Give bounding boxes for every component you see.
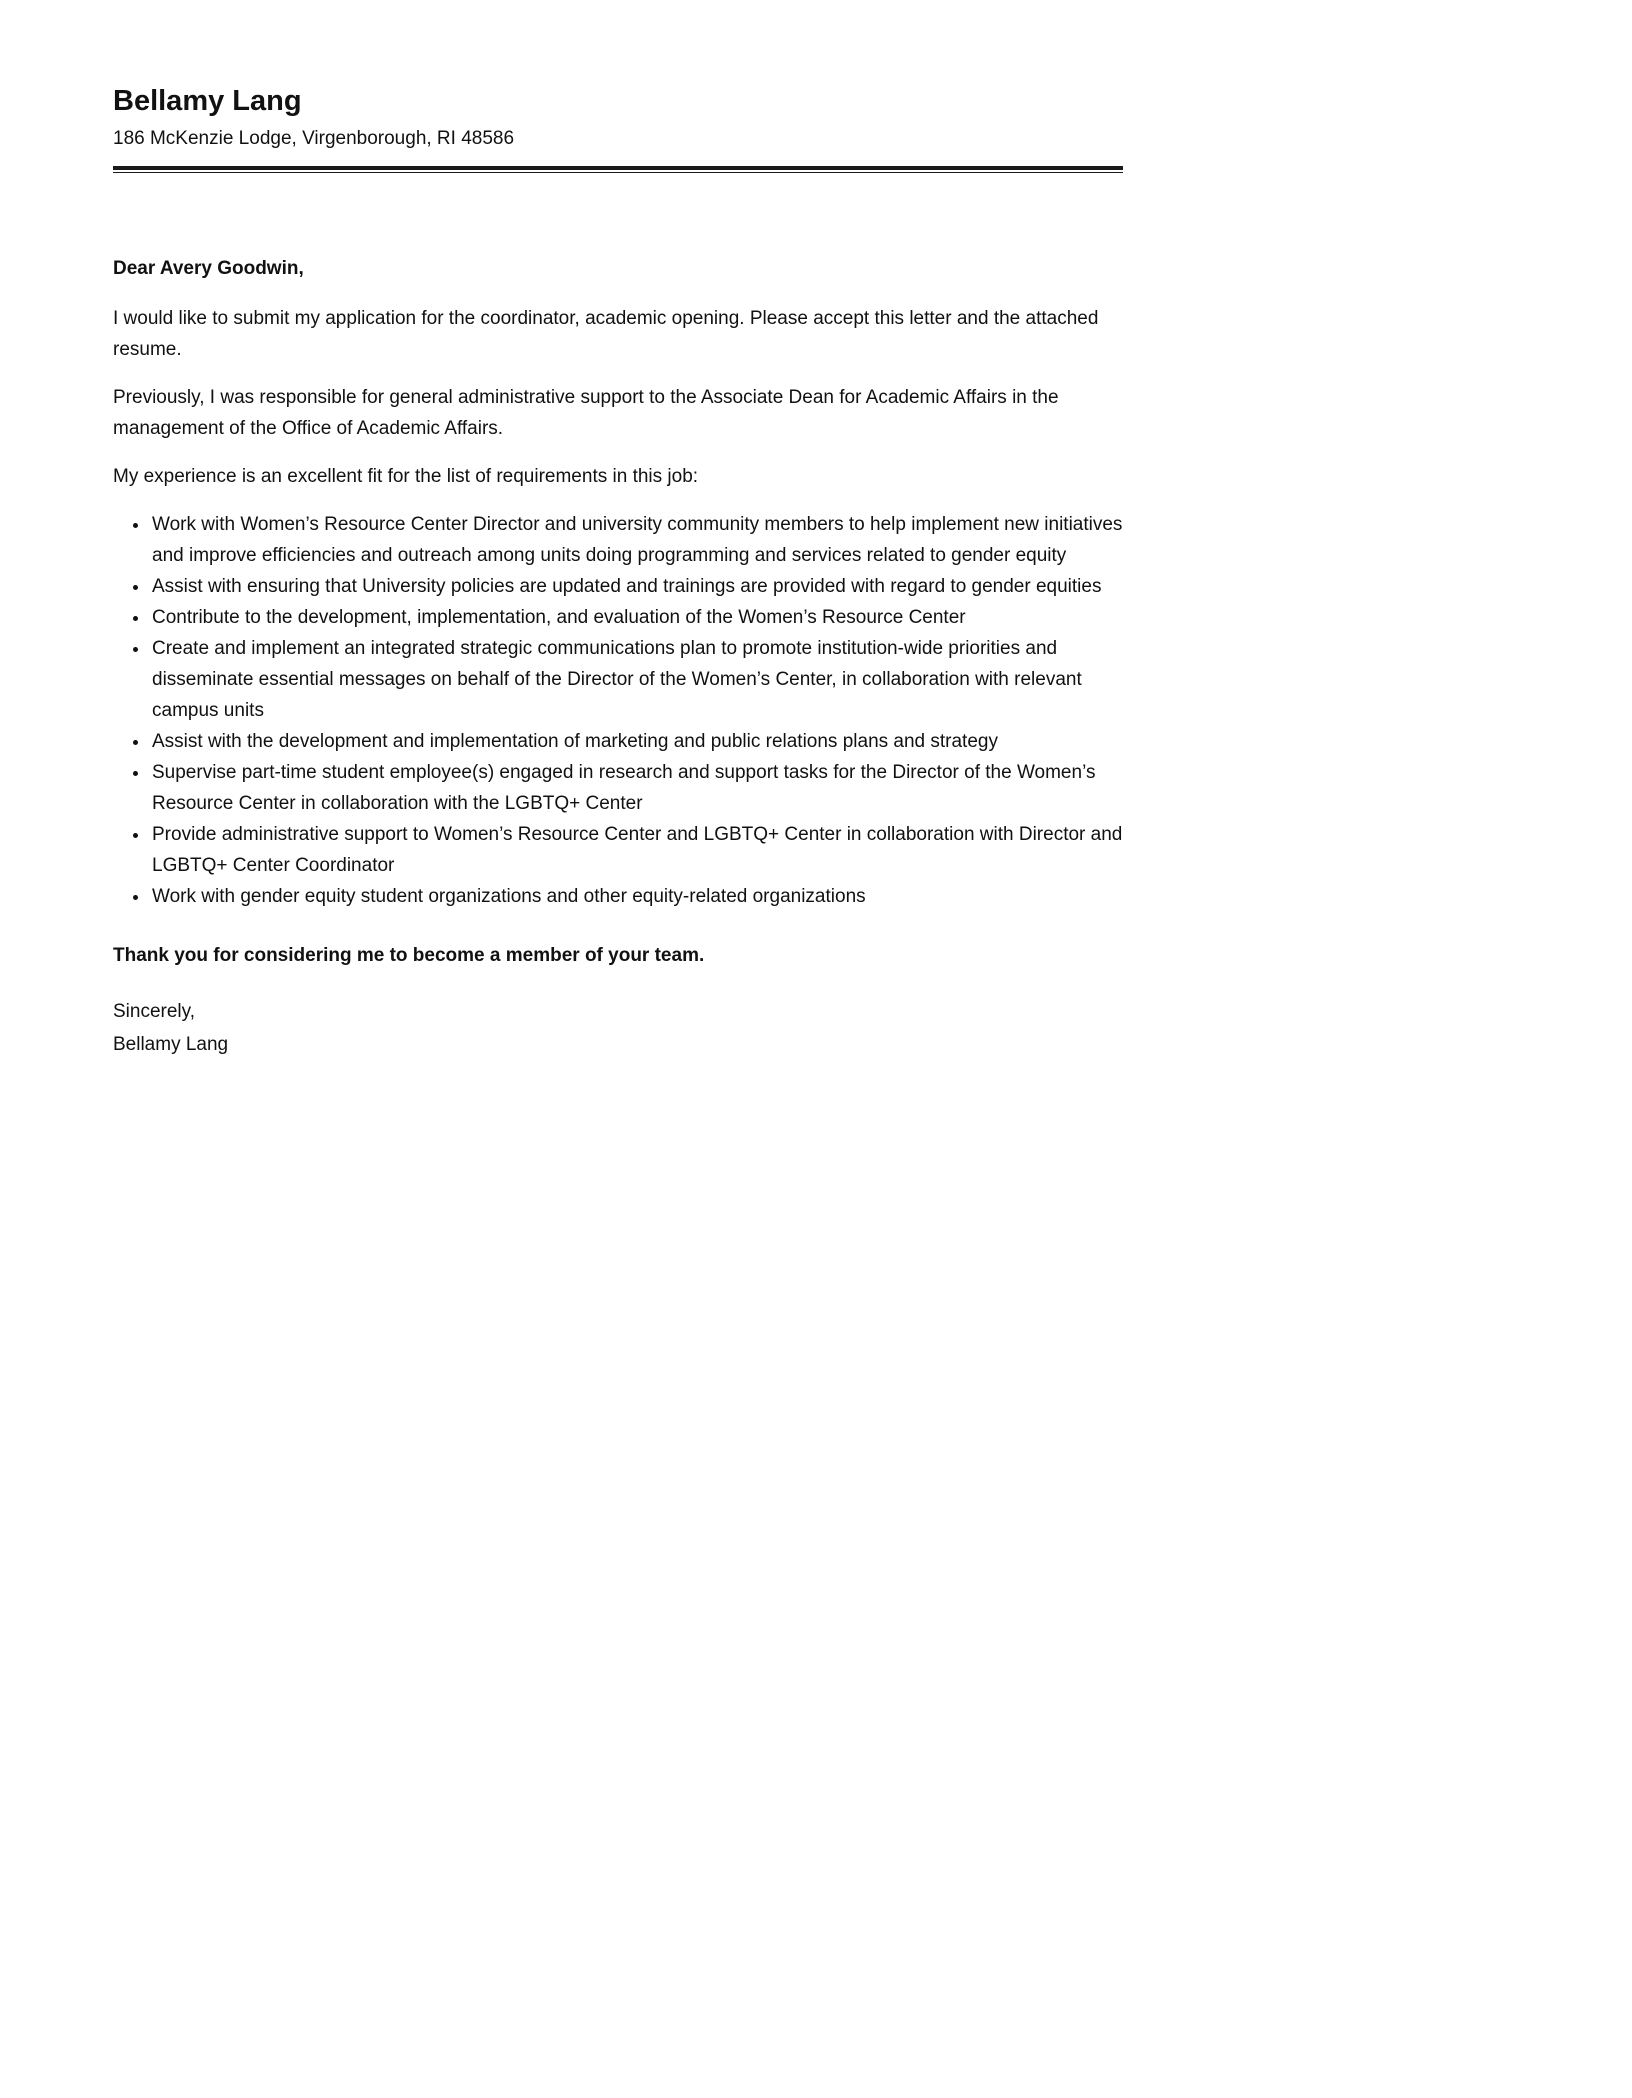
requirement-item: • Supervise part-time student employee(s) engaged in research and support tasks for the Director of the Women’s Resource Center in collaboration with the LGBTQ+ Center (150, 757, 1123, 819)
letter-body (113, 253, 1123, 1061)
requirement-item: • Assist with the development and implementation of marketing and public relations plans and strategy (150, 726, 1123, 757)
letter-content (113, 84, 1123, 1061)
sender-name: Bellamy Lang (113, 85, 302, 117)
signoff-block (113, 995, 1123, 1061)
requirement-item: • Provide administrative support to Women’s Resource Center and LGBTQ+ Center in collaboration with Director and LGBTQ+ Center Coordinator (150, 819, 1123, 881)
fit-paragraph: My experience is an excellent fit for the list of requirements in this job: (113, 466, 699, 487)
requirement-item: • Work with Women’s Resource Center Director and university community members to help implement new initiatives and improve efficiencies and outreach among units doing programming and services related to gender equity (150, 509, 1123, 571)
closing-statement: Thank you for considering me to become a member of your team. (113, 945, 705, 966)
requirements-list (113, 509, 1123, 912)
signature-name: Bellamy Lang (113, 1034, 229, 1055)
letter-header (113, 84, 1123, 173)
requirement-item: • Assist with ensuring that University policies are updated and trainings are provided with regard to gender equities (150, 571, 1123, 602)
signoff: Sincerely, (113, 1001, 196, 1022)
intro-paragraph: I would like to submit my application for the coordinator, academic opening. Please accept this letter and the attached resume. (113, 308, 1099, 360)
sender-address: 186 McKenzie Lodge, Virgenborough, RI 48586 (113, 128, 515, 149)
requirement-item: • Work with gender equity student organizations and other equity-related organizations (150, 881, 1123, 912)
requirement-item: • Create and implement an integrated strategic communications plan to promote institution-wide priorities and disseminate essential messages on behalf of the Director of the Women’s Center, in collaboration with relevant campus units (150, 633, 1123, 726)
salutation: Dear Avery Goodwin, (113, 258, 304, 279)
requirement-item: • Contribute to the development, implementation, and evaluation of the Women’s Resource Center (150, 602, 1123, 633)
experience-paragraph: Previously, I was responsible for general administrative support to the Associate Dean for Academic Affairs in the management of the Office of Academic Affairs. (113, 387, 1059, 439)
header-divider (113, 166, 1123, 173)
